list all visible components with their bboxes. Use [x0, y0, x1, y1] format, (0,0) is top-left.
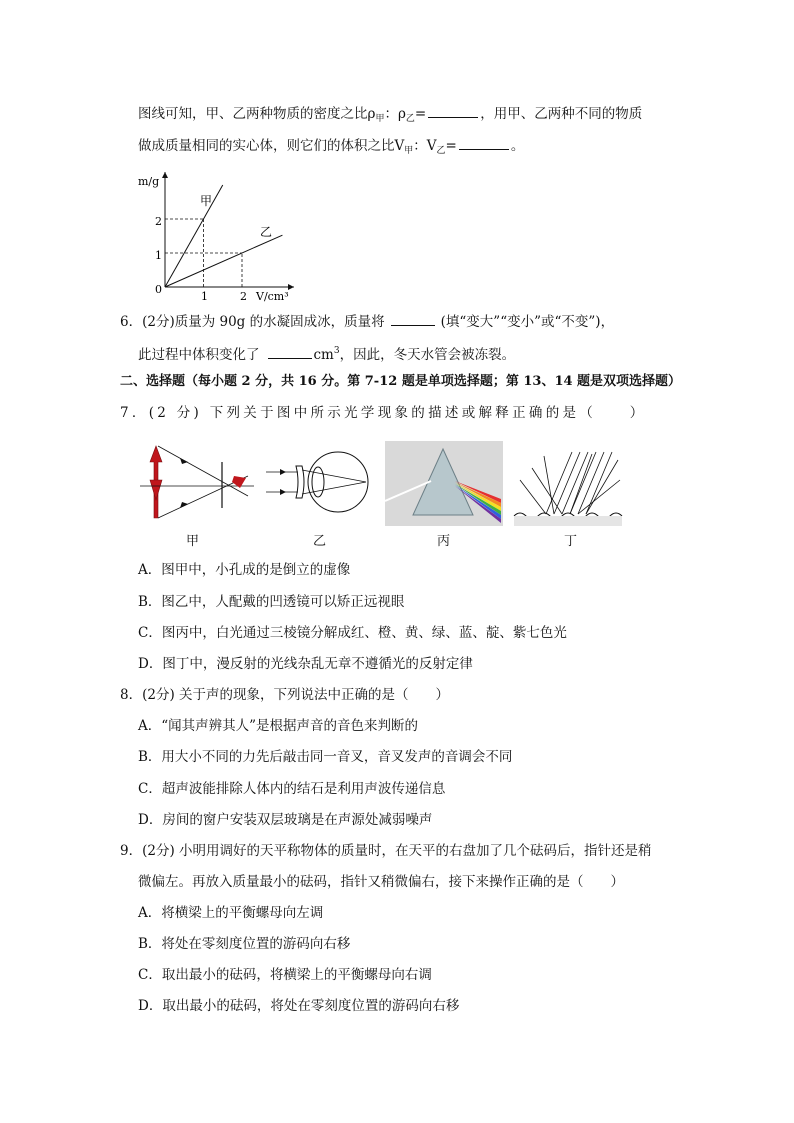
q9-stem-line-1: 9．(2分) 小明用调好的天平称物体的质量时，在天平的右盘加了几个砝码后，指针还是稍 [120, 843, 652, 859]
q9-option-a[interactable]: A．将横梁上的平衡螺母向左调 [138, 905, 324, 921]
mass-volume-graph [130, 166, 310, 306]
q5-text: = [414, 106, 427, 122]
subscript: 乙 [436, 146, 446, 156]
q7-option-d[interactable]: D．图丁中，漫反射的光线杂乱无章不遵循光的反射定律 [138, 656, 473, 672]
y-axis-label: m/g [138, 175, 160, 188]
q6-line-2 [138, 342, 515, 364]
q6-line-1 [120, 312, 614, 331]
q9-option-d[interactable]: D．取出最小的砝码，将处在零刻度位置的游码向右移 [138, 998, 460, 1014]
superscript: 3 [333, 346, 340, 356]
q7-option-c[interactable]: C．图丙中，白光通过三棱镜分解成红、橙、黄、绿、蓝、靛、紫七色光 [138, 625, 567, 641]
q5-line-2 [138, 136, 524, 160]
q5-text: ：ρ [384, 106, 406, 122]
answer-blank[interactable] [428, 104, 478, 118]
answer-blank[interactable] [268, 345, 312, 359]
q5-text: ：V [413, 138, 437, 154]
q6-text: 此过程中体积变化了 [138, 347, 260, 363]
q5-text: ，用甲、乙两种不同的物质 [480, 106, 643, 122]
y-tick-label: 2 [155, 215, 162, 228]
x-axis-label: V/cm³ [256, 290, 289, 303]
x-tick-label: 2 [240, 290, 247, 303]
answer-blank[interactable] [391, 312, 435, 326]
subscript: 甲 [375, 114, 385, 124]
q9-stem-line-2: 微偏左。再放入质量最小的砝码，指针又稍微偏右，接下来操作正确的是（ ） [138, 874, 624, 890]
figure-caption: 丙 [437, 534, 451, 549]
q5-text: = [445, 138, 457, 154]
q7-stem: 7．(2 分) 下列关于图中所示光学现象的描述或解释正确的是（ ） [120, 405, 647, 421]
figure-diffuse-reflection [512, 450, 624, 528]
figure-prism [385, 441, 503, 526]
q8-option-b[interactable]: B．用大小不同的力先后敲击同一音叉，音叉发声的音调会不同 [138, 749, 513, 765]
q6-text: 6．(2分)质量为 90g 的水凝固成冰，质量将 [120, 314, 385, 330]
q9-option-c[interactable]: C．取出最小的砝码，将横梁上的平衡螺母向右调 [138, 967, 432, 983]
q7-option-a[interactable]: A．图甲中，小孔成的是倒立的虚像 [138, 562, 351, 578]
origin-label: 0 [155, 283, 162, 296]
figure-caption: 乙 [313, 534, 327, 549]
q8-option-c[interactable]: C．超声波能排除人体内的结石是利用声波传递信息 [138, 781, 446, 797]
q7-option-b[interactable]: B．图乙中，人配戴的凹透镜可以矫正远视眼 [138, 594, 405, 610]
unit: cm [313, 347, 334, 363]
figure-eye-lens [266, 448, 376, 518]
q9-option-b[interactable]: B．将处在零刻度位置的游码向右移 [138, 936, 351, 952]
q8-stem: 8．(2分) 关于声的现象，下列说法中正确的是（ ） [120, 687, 450, 703]
section-title: 二、选择题（每小题 2 分，共 16 分。第 7-12 题是单项选择题；第 13、14 题是双项选择题） [120, 374, 682, 389]
q5-text: 。 [510, 138, 525, 154]
q8-option-a[interactable]: A．“闻其声辨其人”是根据声音的音色来判断的 [138, 718, 419, 734]
q5-line-1 [138, 104, 642, 128]
y-tick-label: 1 [155, 249, 162, 262]
subscript: 乙 [405, 114, 415, 124]
figure-caption: 甲 [186, 534, 200, 549]
q6-text: ，因此，冬天水管会被冻裂。 [339, 347, 516, 363]
series-line-a [165, 185, 223, 287]
q6-text: (填“变大”“变小”或“不变”)， [440, 314, 615, 330]
answer-blank[interactable] [459, 136, 509, 150]
series-line-b [165, 235, 282, 287]
figure-pinhole [136, 442, 256, 522]
series-label-b: 乙 [260, 225, 273, 239]
subscript: 甲 [404, 146, 414, 156]
q8-option-d[interactable]: D．房间的窗户安装双层玻璃是在声源处减弱噪声 [138, 812, 433, 828]
q5-text: 图线可知，甲、乙两种物质的密度之比ρ [138, 106, 376, 122]
series-label-a: 甲 [200, 194, 213, 208]
q5-text: 做成质量相同的实心体，则它们的体积之比V [138, 138, 405, 154]
x-tick-label: 1 [201, 290, 208, 303]
figure-caption: 丁 [564, 534, 578, 549]
